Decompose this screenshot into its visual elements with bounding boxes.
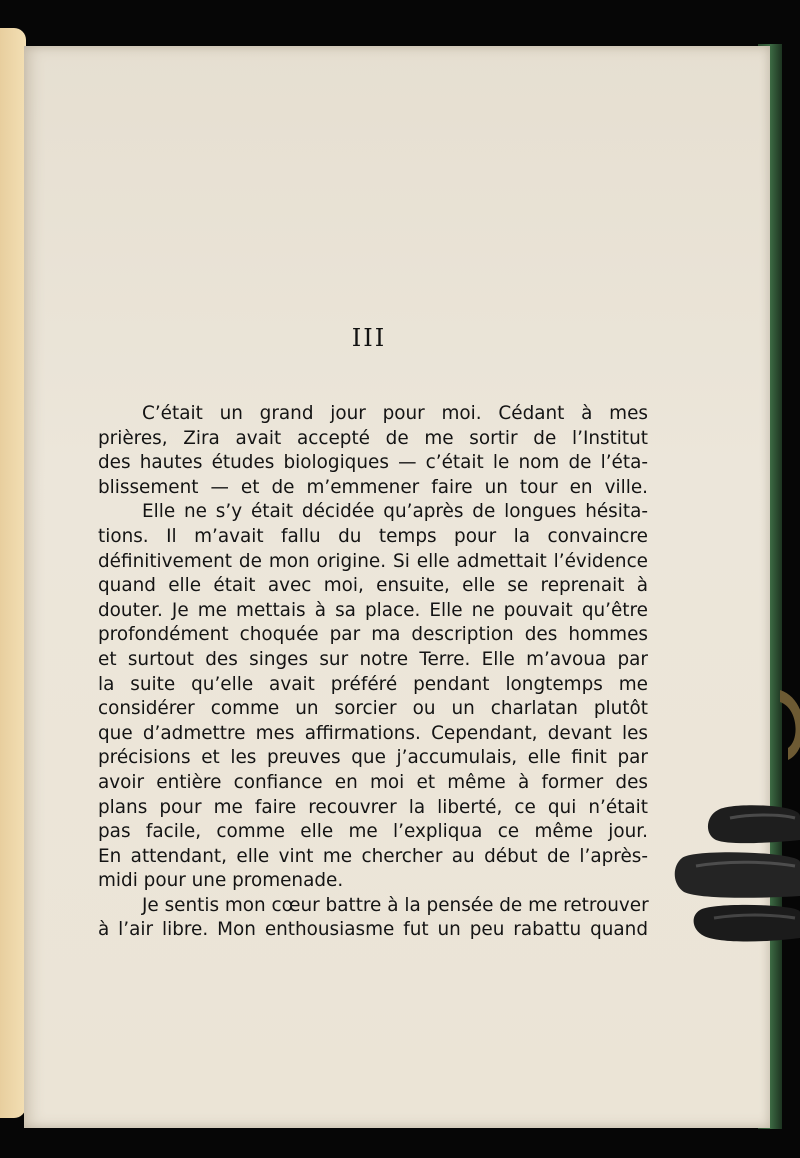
text-line: que d’admettre mes affirmations. Cependant, devant les [98, 722, 648, 744]
text-line: la suite qu’elle avait préféré pendant longtemps me [98, 673, 648, 695]
text-line: C’était un grand jour pour moi. Cédant à mes [142, 403, 648, 424]
book-page [24, 46, 770, 1128]
text-line: avoir entière confiance en moi et même à former des [98, 771, 648, 793]
text-line: tions. Il m’avait fallu du temps pour la convaincre [98, 525, 648, 547]
text-line: prières, Zira avait accepté de me sortir de l’Institut [98, 427, 648, 449]
text-line: et surtout des singes sur notre Terre. Elle m’avoua par [98, 648, 648, 670]
text-line: quand elle était avec moi, ensuite, elle se reprenait à [98, 575, 648, 597]
text-line: douter. Je me mettais à sa place. Elle ne pouvait qu’être [98, 599, 648, 621]
text-line: considérer comme un sorcier ou un charlatan plutôt [98, 698, 648, 720]
text-line: profondément choquée par ma description des hommes [98, 624, 648, 646]
text-line: En attendant, elle vint me chercher au début de l’après- [98, 845, 648, 867]
chapter-heading: III [351, 324, 387, 352]
body-text [98, 402, 648, 943]
text-line: pas facile, comme elle me l’expliqua ce même jour. [98, 821, 648, 843]
text-line: précisions et les preuves que j’accumulais, elle finit par [98, 747, 648, 769]
text-line: définitivement de mon origine. Si elle admettait l’évidence [98, 550, 648, 572]
facing-page-edge [0, 28, 26, 1118]
text-line: Elle ne s’y était décidée qu’après de longues hésita- [142, 501, 648, 523]
text-line: à l’air libre. Mon enthousiasme fut un peu rabattu quand [98, 919, 648, 941]
text-line: plans pour me faire recouvrer la liberté, ce qui n’était [98, 796, 648, 818]
text-line: Je sentis mon cœur battre à la pensée de me retrouver [142, 894, 649, 916]
text-line: blissement — et de m’emmener faire un tour en ville. [98, 476, 648, 498]
text-line: des hautes études biologiques — c’était le nom de l’éta- [98, 452, 648, 474]
page-holder-hand-icon [660, 690, 800, 980]
text-line: midi pour une promenade. [98, 870, 344, 892]
